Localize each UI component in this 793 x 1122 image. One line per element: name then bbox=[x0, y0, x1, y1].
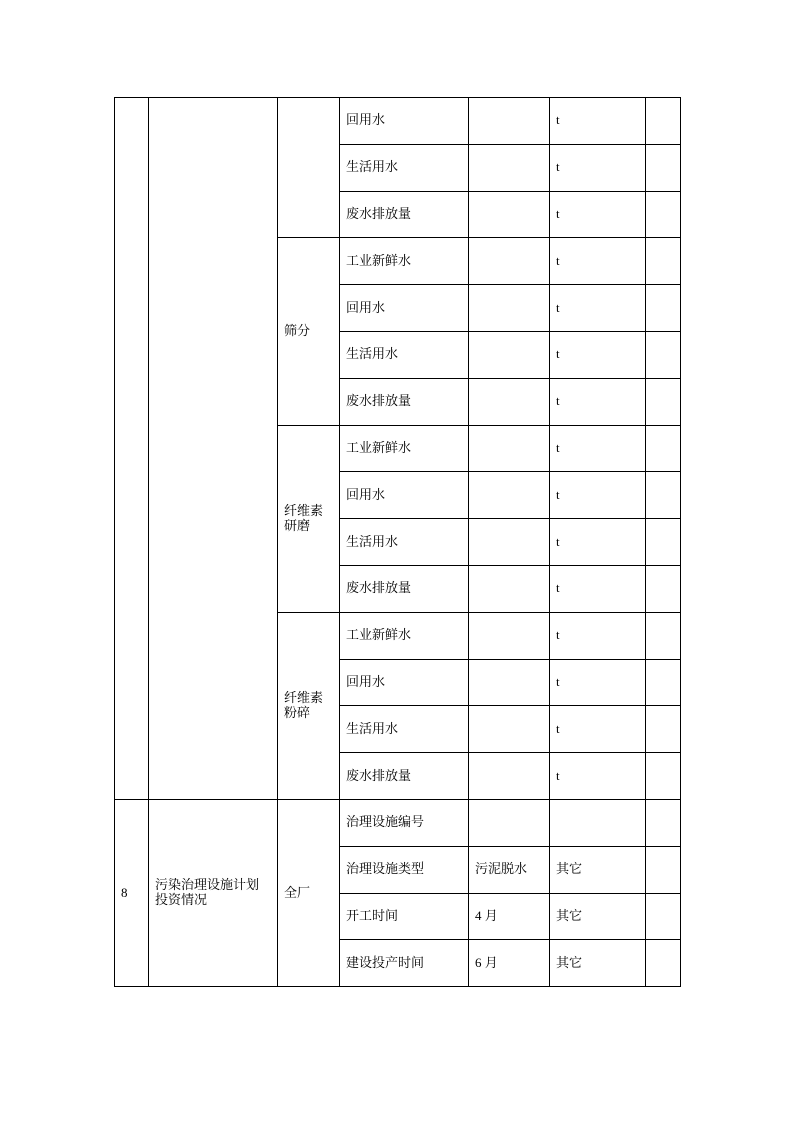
extra-cell bbox=[646, 285, 681, 332]
item-cell: 开工时间 bbox=[340, 893, 469, 940]
item-cell: 治理设施编号 bbox=[340, 799, 469, 846]
item-cell: 废水排放量 bbox=[340, 378, 469, 425]
value-cell bbox=[469, 799, 550, 846]
extra-cell bbox=[646, 238, 681, 285]
category-cell: 污染治理设施计划投资情况 bbox=[149, 799, 278, 986]
extra-cell bbox=[646, 378, 681, 425]
table-row bbox=[115, 799, 681, 846]
option-cell: 其它 bbox=[550, 893, 646, 940]
unit-cell: t bbox=[550, 191, 646, 238]
item-cell: 生活用水 bbox=[340, 519, 469, 566]
extra-cell bbox=[646, 893, 681, 940]
unit-cell: t bbox=[550, 706, 646, 753]
option-cell: 其它 bbox=[550, 940, 646, 987]
extra-cell bbox=[646, 519, 681, 566]
extra-cell bbox=[646, 191, 681, 238]
extra-cell bbox=[646, 940, 681, 987]
value-cell bbox=[469, 706, 550, 753]
item-cell: 回用水 bbox=[340, 659, 469, 706]
group-cell: 纤维素粉碎 bbox=[278, 612, 340, 799]
unit-cell: t bbox=[550, 472, 646, 519]
unit-cell: t bbox=[550, 565, 646, 612]
extra-cell bbox=[646, 846, 681, 893]
table-row bbox=[115, 98, 681, 145]
option-cell: 其它 bbox=[550, 846, 646, 893]
item-cell: 治理设施类型 bbox=[340, 846, 469, 893]
value-cell bbox=[469, 331, 550, 378]
group-cell: 纤维素研磨 bbox=[278, 425, 340, 612]
unit-cell: t bbox=[550, 98, 646, 145]
value-cell: 污泥脱水 bbox=[469, 846, 550, 893]
value-cell bbox=[469, 98, 550, 145]
value-cell bbox=[469, 191, 550, 238]
value-cell: 4 月 bbox=[469, 893, 550, 940]
extra-cell bbox=[646, 331, 681, 378]
item-cell: 废水排放量 bbox=[340, 565, 469, 612]
extra-cell bbox=[646, 706, 681, 753]
extra-cell bbox=[646, 425, 681, 472]
item-cell: 回用水 bbox=[340, 285, 469, 332]
value-cell: 6 月 bbox=[469, 940, 550, 987]
value-cell bbox=[469, 659, 550, 706]
group-cell bbox=[278, 98, 340, 238]
value-cell bbox=[469, 378, 550, 425]
item-cell: 废水排放量 bbox=[340, 191, 469, 238]
unit-cell: t bbox=[550, 238, 646, 285]
unit-cell: t bbox=[550, 331, 646, 378]
extra-cell bbox=[646, 612, 681, 659]
value-cell bbox=[469, 238, 550, 285]
item-cell: 回用水 bbox=[340, 472, 469, 519]
unit-cell: t bbox=[550, 144, 646, 191]
extra-cell bbox=[646, 472, 681, 519]
value-cell bbox=[469, 753, 550, 800]
value-cell bbox=[469, 612, 550, 659]
value-cell bbox=[469, 285, 550, 332]
extra-cell bbox=[646, 565, 681, 612]
unit-cell: t bbox=[550, 425, 646, 472]
value-cell bbox=[469, 425, 550, 472]
item-cell: 生活用水 bbox=[340, 144, 469, 191]
value-cell bbox=[469, 519, 550, 566]
extra-cell bbox=[646, 144, 681, 191]
unit-cell: t bbox=[550, 285, 646, 332]
item-cell: 工业新鲜水 bbox=[340, 425, 469, 472]
extra-cell bbox=[646, 659, 681, 706]
item-cell: 建设投产时间 bbox=[340, 940, 469, 987]
unit-cell: t bbox=[550, 612, 646, 659]
item-cell: 工业新鲜水 bbox=[340, 612, 469, 659]
group-cell: 筛分 bbox=[278, 238, 340, 425]
group-cell: 全厂 bbox=[278, 799, 340, 986]
extra-cell bbox=[646, 799, 681, 846]
item-cell: 回用水 bbox=[340, 98, 469, 145]
extra-cell bbox=[646, 753, 681, 800]
value-cell bbox=[469, 144, 550, 191]
unit-cell: t bbox=[550, 378, 646, 425]
item-cell: 废水排放量 bbox=[340, 753, 469, 800]
row-number-cell-continued bbox=[115, 98, 149, 800]
pollution-facility-table bbox=[114, 97, 681, 987]
value-cell bbox=[469, 472, 550, 519]
option-cell bbox=[550, 799, 646, 846]
category-cell-continued bbox=[149, 98, 278, 800]
unit-cell: t bbox=[550, 753, 646, 800]
value-cell bbox=[469, 565, 550, 612]
unit-cell: t bbox=[550, 659, 646, 706]
row-number-cell: 8 bbox=[115, 799, 149, 986]
item-cell: 工业新鲜水 bbox=[340, 238, 469, 285]
item-cell: 生活用水 bbox=[340, 706, 469, 753]
extra-cell bbox=[646, 98, 681, 145]
unit-cell: t bbox=[550, 519, 646, 566]
item-cell: 生活用水 bbox=[340, 331, 469, 378]
